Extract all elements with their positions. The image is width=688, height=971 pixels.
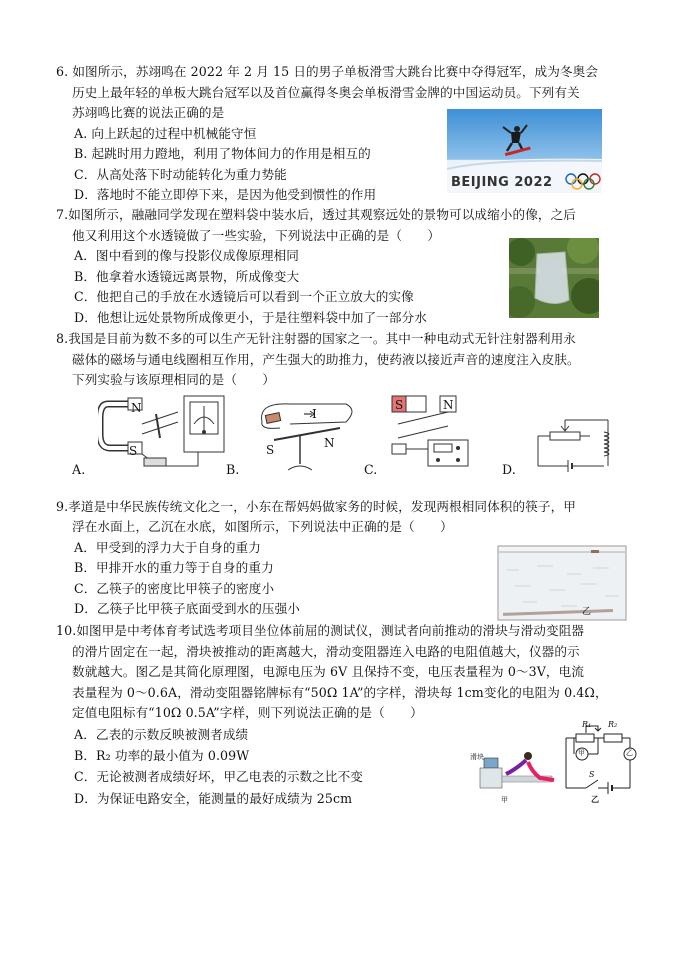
q10-figure-jia-caption: 甲 — [501, 796, 508, 804]
q10-figure-yi-circuit — [562, 718, 638, 798]
fig-c-n-label: N — [443, 398, 454, 412]
q8-option-d-label: D. — [502, 462, 516, 477]
q7-option-a: A．图中看到的像与投影仪成像原理相同 — [74, 248, 299, 263]
q7-water-bag-photo — [509, 238, 599, 318]
q7-stem-line-1: 7.如图所示，融融同学发现在塑料袋中装水后，透过其观察远处的景物可以成缩小的像，之后 — [56, 207, 576, 222]
q10-stem-line-3: 数就越大。图乙是其简化原理图，电源电压为 6V 且保持不变，电压表量程为 0～3V，电流 — [72, 664, 585, 679]
fig-b-current-label: I — [312, 407, 317, 421]
q6-option-d: D．落地时不能立即停下来，是因为他受到惯性的作用 — [74, 187, 377, 202]
q6-option-b: B. 起跳时用力蹬地，利用了物体间力的作用是相互的 — [74, 146, 371, 161]
fig-a-s-label: S — [129, 444, 138, 458]
q6-option-c: C．从高处落下时动能转化为重力势能 — [74, 167, 287, 182]
q10-stem-line-4: 表量程为 0～0.6A，滑动变阻器铭牌标有“50Ω 1A”的字样，滑块每 1cm变化的电阻为 0.4Ω， — [72, 685, 608, 700]
fig-c-s-label: S — [395, 398, 404, 412]
q6-stem-line-2: 历史上最年轻的单板大跳台冠军以及首位赢得冬奥会单板滑雪金牌的中国运动员。下列有关 — [72, 85, 580, 100]
fig-b-s-label: S — [266, 443, 275, 457]
fig-b-n-label: N — [324, 436, 335, 450]
q8-stem-line-3: 下列实验与该原理相同的是（ ） — [72, 372, 276, 387]
q9-chopsticks-figure — [497, 540, 627, 622]
q10-meter-jia-label: 甲 — [578, 749, 585, 757]
q10-slider-label: 滑块 — [470, 753, 484, 761]
q10-r1-label: R₁ — [582, 720, 592, 729]
q6-option-a: A. 向上跃起的过程中机械能守恒 — [74, 126, 257, 141]
q10-switch-label: S — [589, 770, 595, 779]
q10-option-a: A．乙表的示数反映被测者成绩 — [74, 727, 249, 742]
q8-option-a-label: A. — [72, 462, 86, 477]
fig-a-n-label: N — [131, 401, 142, 415]
q10-r2-label: R₂ — [608, 720, 618, 729]
q9-option-d: D．乙筷子比甲筷子底面受到水的压强小 — [74, 601, 300, 616]
q8-option-c-label: C. — [364, 462, 378, 477]
q8-figure-a — [98, 394, 233, 476]
q10-option-c: C．无论被测者成绩好坏，甲乙电表的示数之比不变 — [74, 769, 363, 784]
q6-snowboard-photo — [447, 109, 602, 193]
q9-stem-line-2: 浮在水面上，乙沉在水底，如图所示，下列说法中正确的是（ ） — [72, 519, 453, 534]
q10-option-b: B．R₂ 功率的最小值为 0.09W — [74, 748, 250, 763]
beijing-2022-logo-text: BEIJING 2022 — [451, 175, 553, 190]
q8-option-b-label: B. — [226, 462, 240, 477]
q9-option-a: A．甲受到的浮力大于自身的重力 — [74, 540, 261, 555]
olympic-rings-icon — [565, 173, 601, 191]
q8-stem-line-2: 磁体的磁场与通电线圈相互作用，产生强大的助推力，使药液以接近声音的速度注入皮肤。 — [72, 352, 580, 367]
q7-option-b: B．他拿着水透镜远离景物，所成像变大 — [74, 269, 300, 284]
q7-option-c: C．他把自己的手放在水透镜后可以看到一个正立放大的实像 — [74, 289, 414, 304]
q10-meter-yi-label: 乙 — [626, 749, 633, 757]
q8-figure-d — [530, 410, 630, 476]
q8-stem-line-1: 8.我国是目前为数不多的可以生产无针注射器的国家之一。其中一种电动式无针注射器利用永 — [56, 331, 576, 346]
q10-stem-line-1: 10.如图甲是中考体育考试选考项目坐位体前屈的测试仪，测试者向前推动的滑块与滑动变阻器 — [56, 623, 585, 638]
q7-stem-line-2: 他又利用这个水透镜做了一些实验，下列说法中正确的是（ ） — [72, 228, 441, 243]
q9-option-c: C．乙筷子的密度比甲筷子的密度小 — [74, 581, 275, 596]
q9-option-b: B．甲排开水的重力等于自身的重力 — [74, 560, 274, 575]
q6-stem-line-1: 6. 如图所示，苏翊鸣在 2022 年 2 月 15 日的男子单板滑雪大跳台比赛中夺得冠军，成为冬奥会 — [56, 64, 599, 79]
water-lens-image — [509, 238, 599, 318]
q10-stem-line-5: 定值电阻标有“10Ω 0.5A”字样，则下列说法正确的是（ ） — [72, 705, 423, 720]
q8-figure-b — [250, 398, 360, 476]
q6-stem-line-3: 苏翊鸣比赛的说法正确的是 — [72, 105, 225, 120]
q10-stem-line-2: 的滑片固定在一起，滑块被推动的距离越大，滑动变阻器连入电路的电阻值越大，仪器的示 — [72, 644, 580, 659]
q10-option-d: D．为保证电路安全，能测量的最好成绩为 25cm — [74, 791, 353, 806]
q9-figure-yi-label: 乙 — [582, 607, 592, 617]
q7-option-d: D．他想让远处景物所成像更小，于是往塑料袋中加了一部分水 — [74, 310, 427, 325]
q9-stem-line-1: 9.孝道是中华民族传统文化之一，小东在帮妈妈做家务的时候，发现两根相同体积的筷子，甲 — [56, 499, 576, 514]
q10-figure-yi-caption: 乙 — [591, 794, 599, 804]
